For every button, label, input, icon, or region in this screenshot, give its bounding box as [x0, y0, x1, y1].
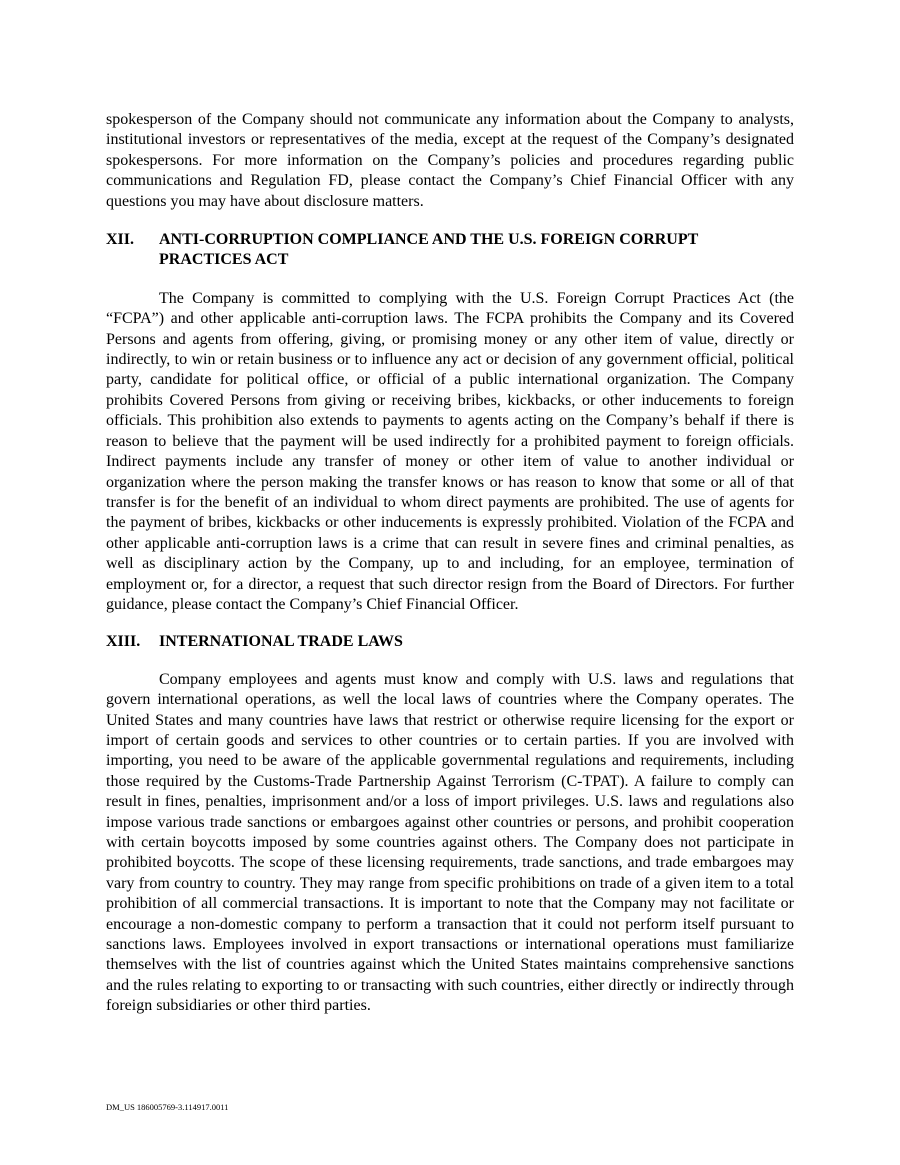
section-xii-title: ANTI-CORRUPTION COMPLIANCE AND THE U.S. FOREIGN CORRUPT PRACTICES ACT: [159, 231, 699, 269]
section-xiii-body: Company employees and agents must know and comply with U.S. laws and regulations that govern international operations, as well the local laws of countries where the Company operates. The United States and many countries have laws that restrict or otherwise require licensing for the export or import of certain goods and services to other countries or to certain parties. If you are involved with importing, you need to be aware of the applicable governmental regulations and requirements, including those required by the Customs-Trade Partnership Against Terrorism (C-TPAT). A failure to comply can result in fines, penalties, imprisonment and/or a loss of import privileges. U.S. laws and regulations also impose various trade sanctions or embargoes against other countries or persons, and prohibit cooperation with certain boycotts imposed by some countries against others. The Company does not participate in prohibited boycotts. The scope of these licensing requirements, trade sanctions, and trade embargoes may vary from country to country. They may range from specific prohibitions on trade of a given item to a total prohibition of all commercial transactions. It is important to note that the Company may not facilitate or encourage a non-domestic company to perform a transaction that it could not perform itself pursuant to sanctions laws. Employees involved in export transactions or international operations must familiarize themselves with the list of countries against which the United States maintains comprehensive sanctions and the rules relating to exporting to or transacting with such countries, either directly or indirectly through foreign subsidiaries or other third parties.: [106, 670, 794, 1015]
intro-paragraph: spokesperson of the Company should not communicate any information about the Company to analysts, institutional investors or representatives of the media, except at the request of the Company’s designated spokespersons. For more information on the Company’s policies and procedures regarding public communications and Regulation FD, please contact the Company’s Chief Financial Officer with any questions you may have about disclosure matters.: [106, 111, 794, 210]
footer-document-id: DM_US 186005769-3.114917.0011: [106, 1102, 229, 1112]
section-xii-number: XII.: [106, 231, 135, 249]
section-xii-body: The Company is committed to complying with the U.S. Foreign Corrupt Practices Act (the “FCPA”) and other applicable anti-corruption laws. The FCPA prohibits the Company and its Covered Persons and agents from offering, giving, or promising money or any other item of value, directly or indirectly, to win or retain business or to influence any act or decision of any government official, political party, candidate for political office, or official of a public international organization. The Company prohibits Covered Persons from giving or receiving bribes, kickbacks, or other inducements to foreign officials. This prohibition also extends to payments to agents acting on the Company’s behalf if there is reason to believe that the payment will be used indirectly for a prohibited payment to foreign officials. Indirect payments include any transfer of money or other item of value to another individual or organization where the person making the transfer knows or has reason to know that some or all of that transfer is for the benefit of an individual to whom direct payments are prohibited. The use of agents for the payment of bribes, kickbacks or other inducements is expressly prohibited. Violation of the FCPA and other applicable anti-corruption laws is a crime that can result in severe fines and criminal penalties, as well as disciplinary action by the Company, up to and including, for an employee, termination of employment or, for a director, a request that such director resign from the Board of Directors. For further guidance, please contact the Company’s Chief Financial Officer.: [106, 289, 794, 613]
section-xii-heading: [106, 230, 794, 271]
document-page: [106, 110, 794, 1017]
section-xiii-title: INTERNATIONAL TRADE LAWS: [159, 633, 403, 651]
section-xiii-number: XIII.: [106, 633, 141, 651]
section-xiii-heading: [106, 632, 794, 652]
